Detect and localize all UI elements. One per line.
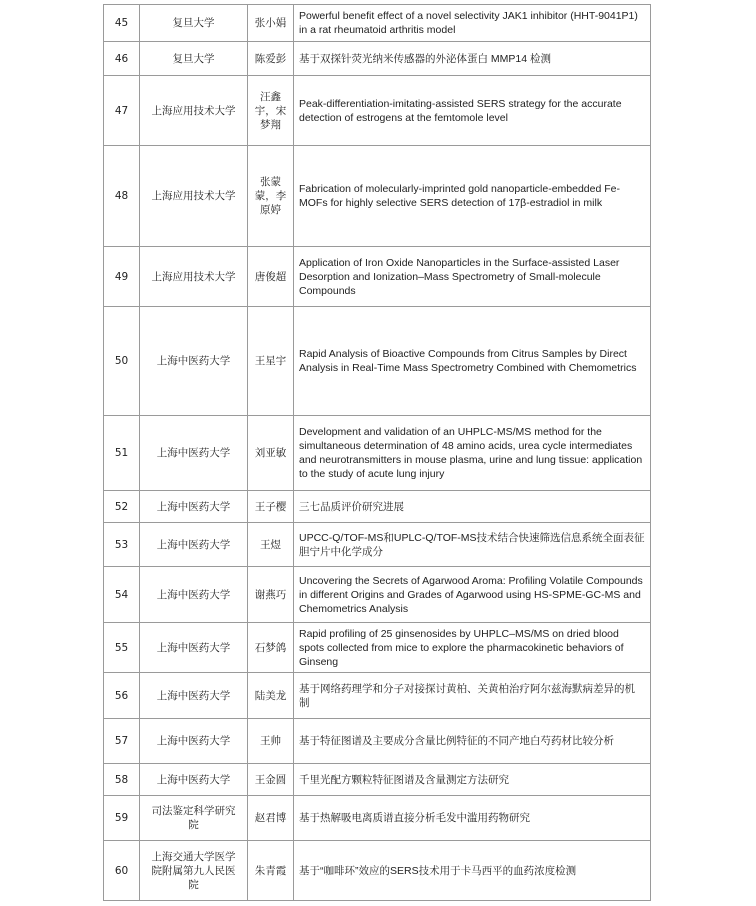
author-cell: 朱青霞 xyxy=(248,841,294,901)
row-number: 59 xyxy=(104,796,140,841)
institution-cell: 上海中医药大学 xyxy=(140,719,248,764)
institution-cell: 上海中医药大学 xyxy=(140,567,248,623)
title-cell: Application of Iron Oxide Nanoparticles in the Surface-assisted Laser Desorption and Ionization–Mass Spectrometry of Small-molecule Compounds xyxy=(294,247,651,307)
author-cell: 唐俊超 xyxy=(248,247,294,307)
institution-cell: 上海中医药大学 xyxy=(140,491,248,523)
author-cell: 石梦鸽 xyxy=(248,623,294,673)
institution-cell: 复旦大学 xyxy=(140,5,248,42)
author-cell: 陈爱彭 xyxy=(248,42,294,76)
table-row xyxy=(104,796,651,841)
institution-cell: 上海中医药大学 xyxy=(140,416,248,491)
table-row xyxy=(104,491,651,523)
row-number: 46 xyxy=(104,42,140,76)
institution-cell: 上海中医药大学 xyxy=(140,764,248,796)
title-cell: 三七品质评价研究进展 xyxy=(294,491,651,523)
table-row xyxy=(104,5,651,42)
title-cell: Powerful benefit effect of a novel selectivity JAK1 inhibitor (HHT-9041P1) in a rat rheumatoid arthritis model xyxy=(294,5,651,42)
author-cell: 张小娟 xyxy=(248,5,294,42)
institution-cell: 上海交通大学医学院附属第九人民医院 xyxy=(140,841,248,901)
row-number: 53 xyxy=(104,523,140,567)
row-number: 57 xyxy=(104,719,140,764)
title-cell: 基于网络药理学和分子对接探讨黄柏、关黄柏治疗阿尔兹海默病差异的机制 xyxy=(294,673,651,719)
author-cell: 王煜 xyxy=(248,523,294,567)
row-number: 55 xyxy=(104,623,140,673)
table-row xyxy=(104,76,651,146)
row-number: 47 xyxy=(104,76,140,146)
institution-cell: 上海中医药大学 xyxy=(140,523,248,567)
title-cell: 千里光配方颗粒特征图谱及含量测定方法研究 xyxy=(294,764,651,796)
row-number: 51 xyxy=(104,416,140,491)
institution-cell: 司法鉴定科学研究院 xyxy=(140,796,248,841)
author-cell: 王金圆 xyxy=(248,764,294,796)
title-cell: UPCC-Q/TOF-MS和UPLC-Q/TOF-MS技术结合快速筛选信息系统全面表征胆宁片中化学成分 xyxy=(294,523,651,567)
table-row xyxy=(104,567,651,623)
author-cell: 赵君博 xyxy=(248,796,294,841)
author-cell: 汪鑫宇，宋梦翔 xyxy=(248,76,294,146)
author-cell: 王星宇 xyxy=(248,307,294,416)
row-number: 45 xyxy=(104,5,140,42)
institution-cell: 上海应用技术大学 xyxy=(140,146,248,247)
row-number: 58 xyxy=(104,764,140,796)
title-cell: 基于双探针荧光纳米传感器的外泌体蛋白 MMP14 检测 xyxy=(294,42,651,76)
author-cell: 张蒙蒙，李原婷 xyxy=(248,146,294,247)
title-cell: Development and validation of an UHPLC-MS/MS method for the simultaneous determination of 48 amino acids, urea cycle intermediates and neurotransmitters in mouse plasma, urine and lung tissue: application to the study of acute lung injury xyxy=(294,416,651,491)
title-cell: Uncovering the Secrets of Agarwood Aroma: Profiling Volatile Compounds in different Origins and Grades of Agarwood using HS-SPME-GC-MS and Chemometrics Analysis xyxy=(294,567,651,623)
author-cell: 谢燕巧 xyxy=(248,567,294,623)
award-table xyxy=(103,4,651,901)
institution-cell: 上海中医药大学 xyxy=(140,307,248,416)
author-cell: 王帅 xyxy=(248,719,294,764)
table-row xyxy=(104,719,651,764)
table-row xyxy=(104,764,651,796)
title-cell: Peak-differentiation-imitating-assisted SERS strategy for the accurate detection of estrogens at the femtomole level xyxy=(294,76,651,146)
table-row xyxy=(104,416,651,491)
author-cell: 刘亚敏 xyxy=(248,416,294,491)
title-cell: Fabrication of molecularly-imprinted gold nanoparticle-embedded Fe-MOFs for highly selective SERS detection of 17β-estradiol in milk xyxy=(294,146,651,247)
title-cell: 基于“咖啡环”效应的SERS技术用于卡马西平的血药浓度检测 xyxy=(294,841,651,901)
table-row xyxy=(104,673,651,719)
title-cell: Rapid Analysis of Bioactive Compounds from Citrus Samples by Direct Analysis in Real-Time Mass Spectrometry Combined with Chemometrics xyxy=(294,307,651,416)
table-row xyxy=(104,146,651,247)
table-row xyxy=(104,623,651,673)
table-row xyxy=(104,42,651,76)
title-cell: 基于热解吸电离质谱直接分析毛发中滥用药物研究 xyxy=(294,796,651,841)
table-row xyxy=(104,841,651,901)
row-number: 49 xyxy=(104,247,140,307)
author-cell: 王子樱 xyxy=(248,491,294,523)
row-number: 60 xyxy=(104,841,140,901)
row-number: 56 xyxy=(104,673,140,719)
table-row xyxy=(104,247,651,307)
author-cell: 陆美龙 xyxy=(248,673,294,719)
row-number: 50 xyxy=(104,307,140,416)
table-row xyxy=(104,523,651,567)
institution-cell: 复旦大学 xyxy=(140,42,248,76)
institution-cell: 上海中医药大学 xyxy=(140,623,248,673)
table-row xyxy=(104,307,651,416)
institution-cell: 上海应用技术大学 xyxy=(140,247,248,307)
row-number: 52 xyxy=(104,491,140,523)
institution-cell: 上海中医药大学 xyxy=(140,673,248,719)
row-number: 54 xyxy=(104,567,140,623)
title-cell: 基于特征图谱及主要成分含量比例特征的不同产地白芍药材比较分析 xyxy=(294,719,651,764)
row-number: 48 xyxy=(104,146,140,247)
institution-cell: 上海应用技术大学 xyxy=(140,76,248,146)
title-cell: Rapid profiling of 25 ginsenosides by UHPLC–MS/MS on dried blood spots collected from mice to explore the pharmacokinetic behaviors of Ginseng xyxy=(294,623,651,673)
